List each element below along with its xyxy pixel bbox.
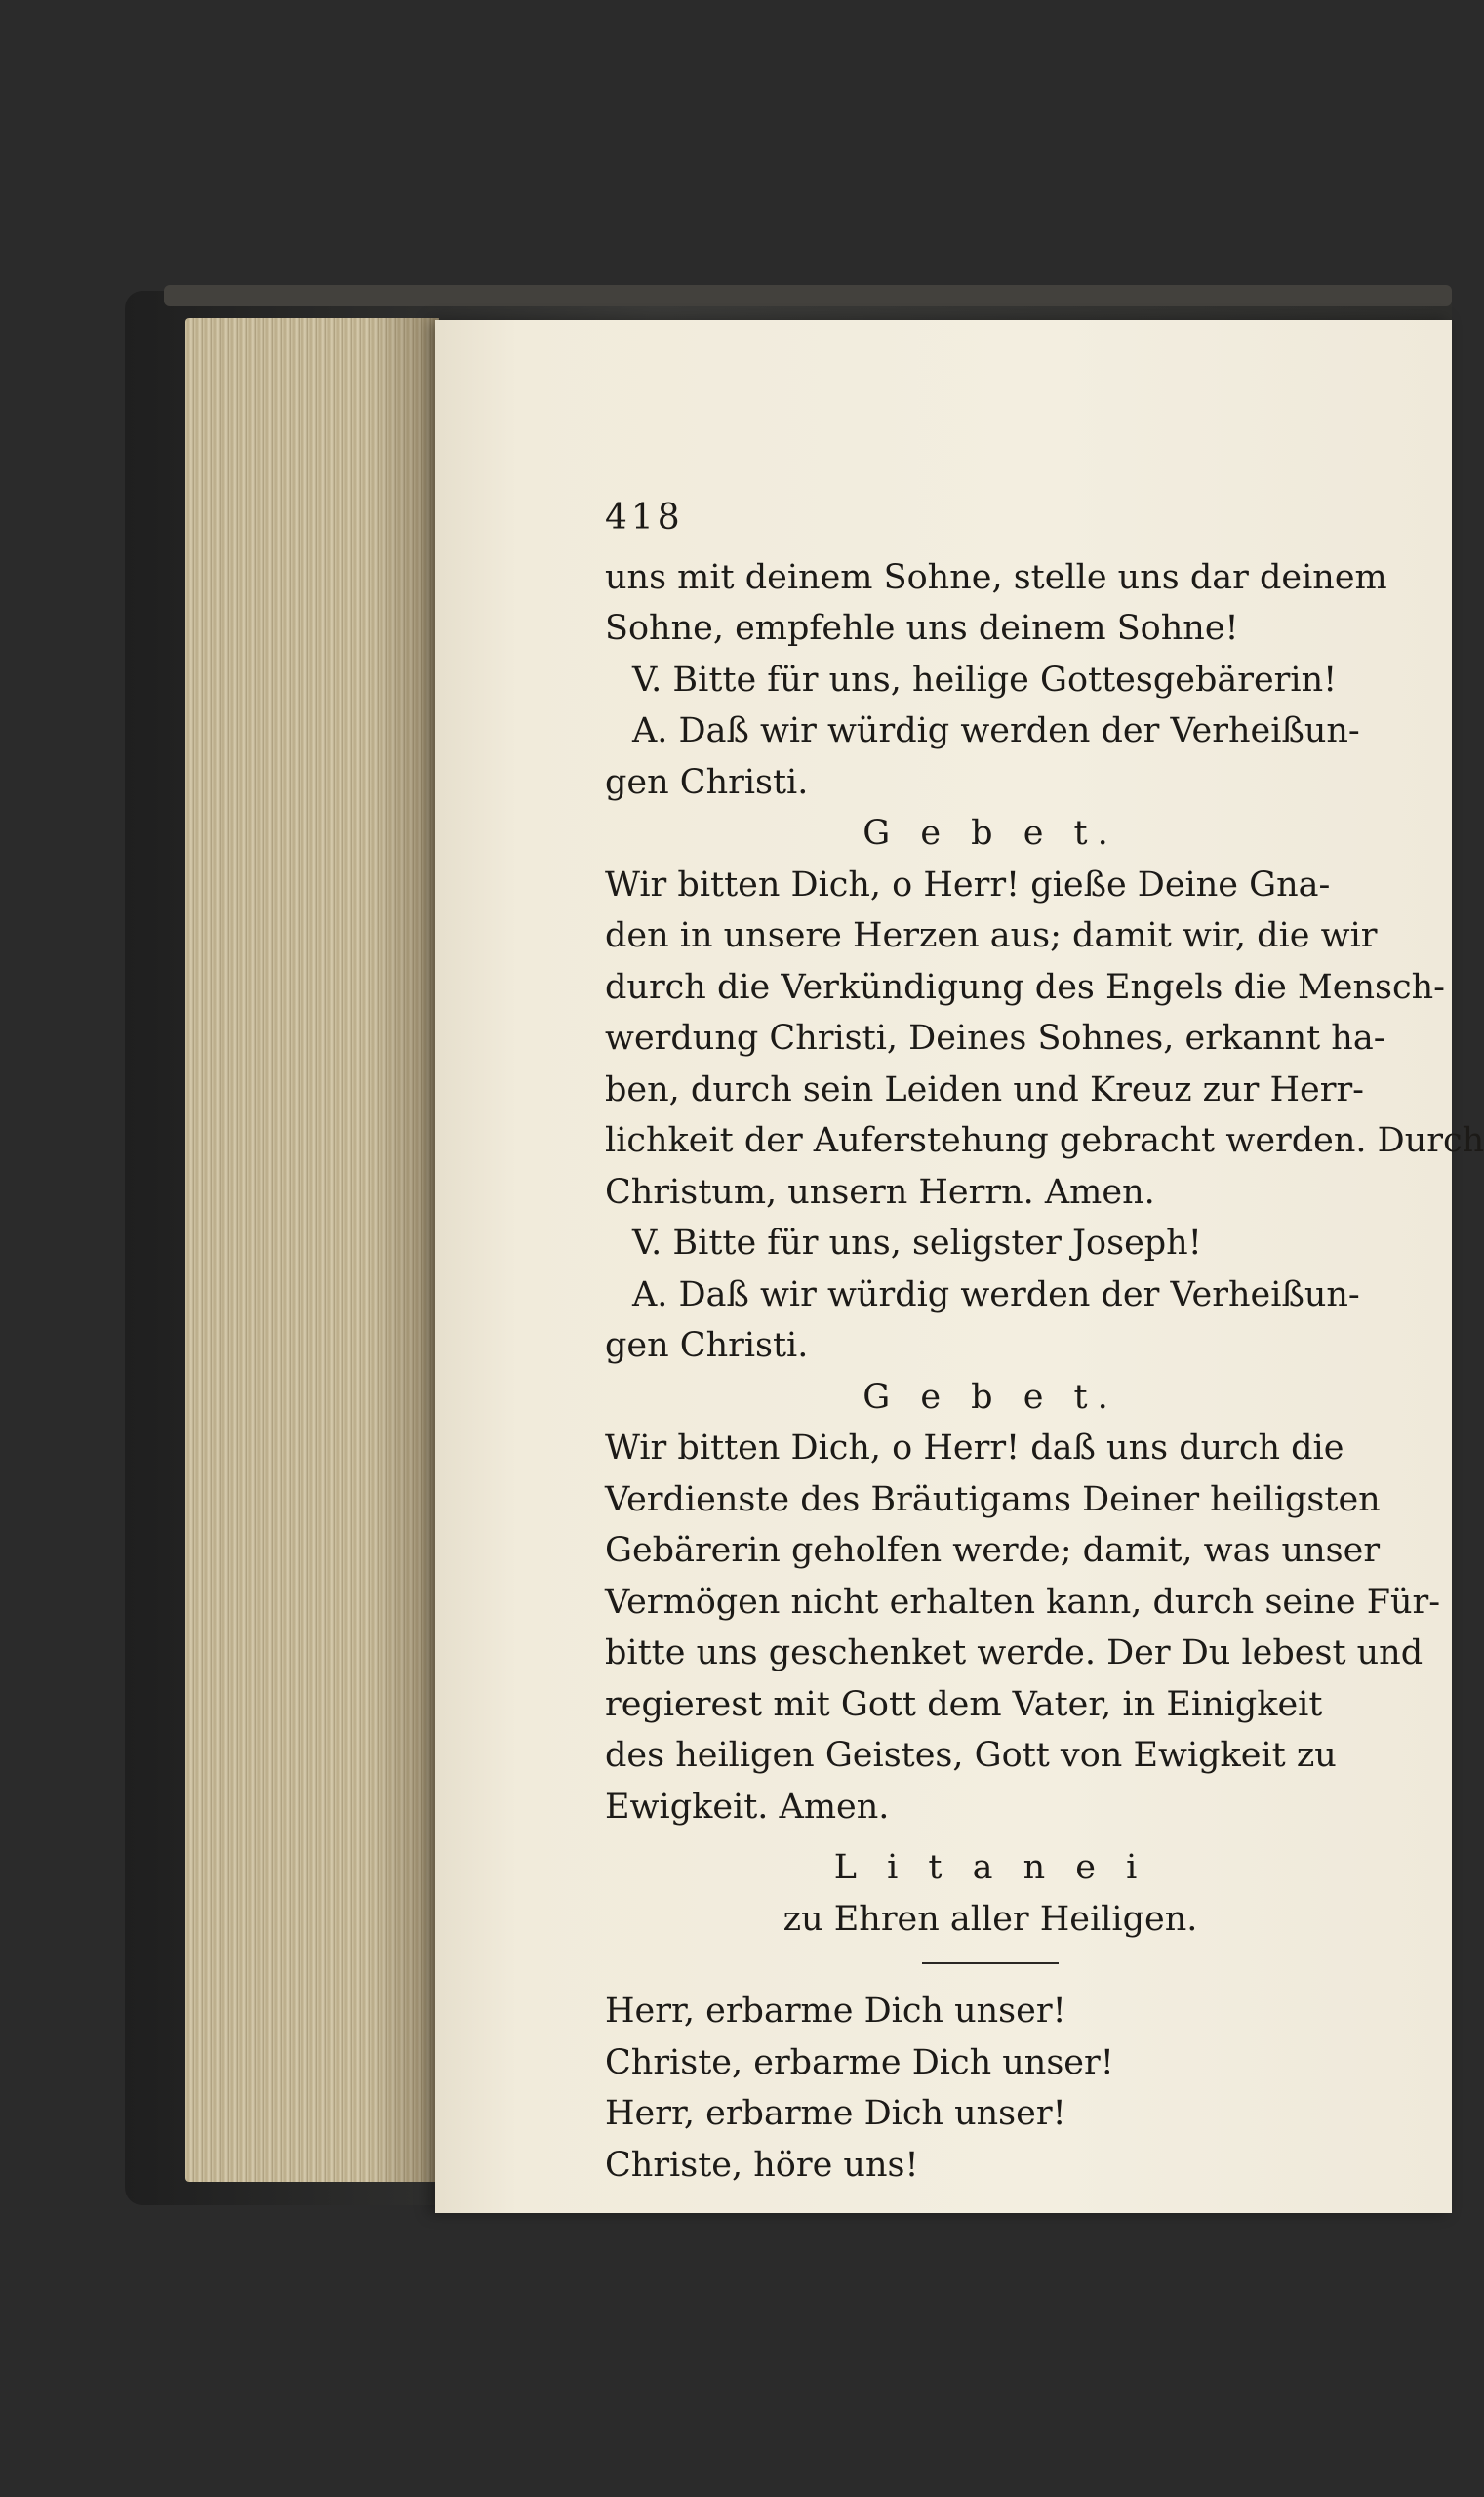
litany-line: Herr, erbarme Dich unser! <box>605 1992 1066 2031</box>
prayer-heading: G e b e t. <box>862 1377 1118 1417</box>
litany-line: Christe, höre uns! <box>605 2145 919 2185</box>
litany-line: Christe, erbarme Dich unser! <box>605 2042 1114 2082</box>
litany-subheading: zu Ehren aller Heiligen. <box>782 1899 1198 1939</box>
prayer-line: regierest mit Gott dem Vater, in Einigkeit <box>605 1684 1323 1724</box>
litany-line: Herr, erbarme Dich unser! <box>605 2094 1066 2133</box>
divider-rule <box>922 1962 1059 1964</box>
text-line: Sohne, empfehle uns deinem Sohne! <box>605 609 1239 648</box>
page-edges-shadow <box>369 318 439 2182</box>
prayer-line: werdung Christi, Deines Sohnes, erkannt ha- <box>605 1019 1385 1058</box>
cover-spine-edge <box>164 285 1452 306</box>
prayer-line: den in unsere Herzen aus; damit wir, die wir <box>605 916 1378 955</box>
prayer-line: Wir bitten Dich, o Herr! daß uns durch die <box>605 1429 1344 1468</box>
response-line: A. Daß wir würdig werden der Verheißun- <box>632 711 1360 750</box>
versicle-line: V. Bitte für uns, seligster Joseph! <box>632 1224 1202 1263</box>
text-line: uns mit deinem Sohne, stelle uns dar deinem <box>605 557 1387 597</box>
prayer-line: Verdienste des Bräutigams Deiner heiligsten <box>605 1479 1381 1519</box>
prayer-heading: G e b e t. <box>862 814 1118 853</box>
text-line: gen Christi. <box>605 762 809 802</box>
versicle-line: V. Bitte für uns, heilige Gottesgebärerin! <box>632 660 1338 700</box>
response-line: A. Daß wir würdig werden der Verheißun- <box>632 1274 1360 1314</box>
prayer-line: bitte uns geschenket werde. Der Du lebest und <box>605 1633 1424 1672</box>
prayer-line: Vermögen nicht erhalten kann, durch seine Für- <box>605 1582 1441 1622</box>
prayer-line: Gebärerin geholfen werde; damit, was unser <box>605 1531 1381 1570</box>
prayer-line: Christum, unsern Herrn. Amen. <box>605 1172 1155 1212</box>
page-text <box>605 493 1484 2191</box>
page-number: 418 <box>605 498 684 538</box>
prayer-line: ben, durch sein Leiden und Kreuz zur Herr- <box>605 1069 1364 1109</box>
litany-heading: L i t a n e i <box>833 1848 1147 1887</box>
prayer-line: des heiligen Geistes, Gott von Ewigkeit zu <box>605 1736 1337 1775</box>
prayer-line: Wir bitten Dich, o Herr! gieße Deine Gna- <box>605 865 1331 905</box>
prayer-line: Ewigkeit. Amen. <box>605 1787 890 1827</box>
prayer-line: lichkeit der Auferstehung gebracht werden. Durch <box>605 1121 1484 1160</box>
prayer-line: durch die Verkündigung des Engels die Mensch- <box>605 967 1445 1007</box>
text-line: gen Christi. <box>605 1326 809 1365</box>
